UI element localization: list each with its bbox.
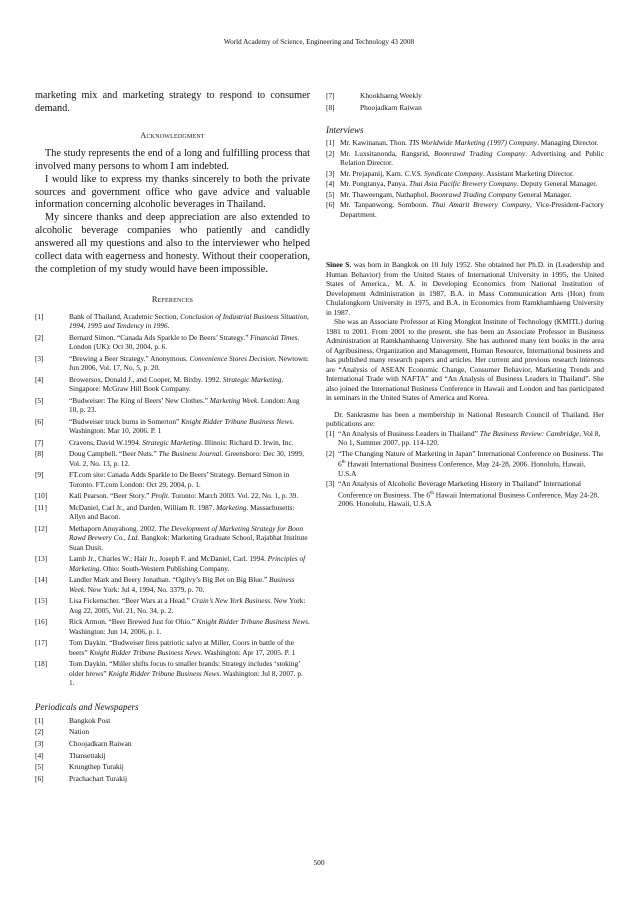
author-bio-paragraph-2: She was an Associate Professor at King Mongkut Institute of Technology (KMITL) during 1981 to 2001. From 2001 to the present, she has been an Associate Professor in Business Administration at Ramkhamhaeng University. She has authored many text books in the area of Agribusiness, Organization and Management, Human Resource, International business and has published many research papers and articles. Her current and previous research interests are “Analysis of ASEAN Economic Change, Consumer Behavior, Marketing Trends and International Trade with NAFTA” and “An Analysis of Business Leaders in Thailand”. She also joined the International Business Conference in Hawaii and London and has participated in seminars in the United States of America and Korea.: [326, 317, 604, 403]
reference-item: [35, 617, 310, 636]
reference-text: [69, 375, 310, 394]
periodical-item: [35, 750, 310, 762]
interview-item: [326, 179, 604, 189]
reference-text: [69, 417, 310, 436]
reference-source: The Development of Marketing Strategy for Boon Rawd Brewery Co., Ltd: [69, 523, 304, 543]
reference-authors: Bank of Thailand, Academic Section,: [69, 311, 181, 321]
interviews-heading: Interviews: [326, 125, 364, 136]
reference-item: [35, 312, 310, 331]
interviewee: Mr. Kawinanan, Thon.: [340, 138, 409, 148]
periodical-name: Krungthep Turakij: [69, 762, 124, 772]
interviews-list: [326, 138, 604, 219]
author-bio-paragraph-1: [326, 260, 604, 317]
reference-item: [35, 491, 310, 501]
pub2-text-b: Hawaii International Business Conference, May 24-28, 2006. Honolulu, Hawaii, U.S.A: [338, 459, 586, 478]
reference-text: [69, 554, 310, 573]
reference-authors: McDaniel, Carl Jr., and Darden, William R. 1987.: [69, 502, 217, 512]
reference-number: [11]: [35, 502, 47, 512]
interview-number: [3]: [326, 168, 335, 178]
ack-paragraph-3: My sincere thanks and deep appreciation are also extended to alcoholic beverage companies who patiently and candidly answered all my questions and also to the interviewer who helped collect data with eagerness and honesty. Without their cooperation, the completion of my study would have been impossible.: [35, 212, 310, 275]
reference-source: Financial Times: [250, 332, 298, 342]
reference-source: Principles of Marketing: [69, 554, 306, 573]
reference-item: [35, 333, 310, 352]
reference-text: [69, 333, 310, 352]
reference-source: Marketing Week: [209, 395, 258, 405]
reference-text: [69, 575, 310, 594]
reference-item: [35, 417, 310, 436]
periodical-number: [4]: [35, 750, 44, 760]
interview-company: Boonrawd Trading Company: [430, 189, 517, 199]
interview-role: . Advertising and Public Relation Director.: [340, 148, 604, 168]
interview-role: , Vice-President-Factory Department.: [340, 200, 604, 219]
reference-number: [14]: [35, 575, 48, 585]
reference-item: [35, 354, 310, 373]
reference-details: . New York: Aug 22, 2005, Vol. 21, No. 34, p. 2.: [69, 596, 306, 615]
reference-number: [15]: [35, 596, 48, 606]
reference-number: [5]: [35, 395, 44, 405]
reference-details: . Ohio: South-Western Publishing Company.: [99, 563, 230, 573]
periodical-number: [2]: [35, 727, 44, 737]
interview-company: TIS Worldwide Marketing (1997) Company: [408, 138, 538, 148]
periodical-name: Choojadkarn Raiwan: [69, 739, 132, 749]
reference-number: [18]: [35, 659, 48, 669]
interview-role: General Manager.: [516, 189, 572, 199]
reference-text: [69, 438, 310, 448]
reference-item: [35, 596, 310, 615]
periodical-number: [1]: [35, 715, 44, 725]
reference-authors: Rick Armon. “Beer Brewed Just for Ohio.”: [69, 617, 197, 627]
reference-item: [35, 503, 310, 522]
reference-text: [69, 470, 310, 489]
reference-authors: Tom Daykin. “Budweiser fires patriotic salvo at Miller, Coors in battle of the beers”: [69, 638, 294, 657]
reference-source: Knight Ridder Tribune Business News: [108, 668, 220, 678]
ack-paragraph-2: I would like to express my thanks sincerely to both the private sources and government office who gave advice and valuable information concerning alcoholic beverages in Thailand.: [35, 173, 310, 211]
reference-text: [69, 638, 310, 657]
periodicals-list-continued: [326, 90, 604, 113]
reference-text: [69, 503, 310, 522]
reference-number: [6]: [35, 416, 44, 426]
periodical-item: [35, 773, 310, 785]
periodical-name: Nation: [69, 727, 90, 737]
periodical-name: Bangkok Post: [69, 715, 111, 725]
periodical-name: Thansettakij: [69, 750, 106, 760]
reference-details: . Singapore: McGraw Hill Book Company.: [69, 374, 284, 394]
reference-details: . Washington: Mar 10, 2006. P. 1: [69, 416, 294, 436]
periodical-item: [326, 102, 604, 114]
periodical-item: [35, 715, 310, 727]
reference-number: [10]: [35, 491, 48, 501]
reference-text: [69, 659, 310, 688]
reference-authors: Doug Campbell. “Beer Nuts.”: [69, 449, 159, 459]
right-column: [326, 90, 604, 510]
interview-number: [1]: [326, 138, 335, 148]
reference-source: Strategic Marketing: [222, 374, 282, 384]
reference-details: . Greensboro: Dec 30, 1999, Vol. 2, No. 13, p. 12.: [69, 449, 304, 468]
reference-number: [13]: [35, 554, 48, 564]
reference-text: [69, 491, 310, 501]
pub3-superscript: th: [430, 490, 434, 496]
periodical-name: Khookhaeng Weekly: [360, 91, 422, 100]
reference-source: Crain’s New York Business: [191, 596, 271, 606]
reference-authors: Landler Mark and Beery Jonathan. “Ogilvy’s Big Bet on Big Blue.”: [69, 575, 270, 585]
running-header: World Academy of Science, Engineering and Technology 43 2008: [223, 38, 415, 46]
periodical-number: [5]: [35, 762, 44, 772]
reference-authors: Browersox, Donald J., and Cooper, M. Bixby. 1992.: [69, 374, 223, 384]
reference-authors: Cravens, David W.1994.: [69, 437, 143, 447]
interview-company: Thai Amarit Brewery Company: [431, 200, 531, 210]
reference-source: Strategic Marketing: [142, 437, 201, 447]
reference-item: [35, 449, 310, 468]
interview-company: Boonrawd Trading Company: [434, 148, 526, 158]
reference-number: [17]: [35, 638, 48, 648]
reference-authors: Lamb Jr., Charles W.; Hair Jr., Joseph F. and McDaniel, Carl. 1994.: [69, 554, 268, 564]
publication-number: [3]: [326, 479, 335, 489]
bio-text-1: was born in Bangkok on 10 July 1952. She obtained her Ph.D. in (Leadership and Human Behavior) from the United States of International University in 1995, the United States of America., M. A. in Developing Economics from National Institution of Development Administration in 1987, B.A. in Mass Communication Arts (Hon) from Chulalongkorn University in 1975, and B.A. in Economics from Ramkhamhaeng University in 1987.: [326, 260, 604, 317]
interview-role: . Managing Director.: [537, 138, 599, 148]
reference-source: Knight Ridder Tribune Business News: [89, 647, 201, 657]
left-column: [35, 90, 310, 784]
interviewee: Mr. Pongtanya, Panya.: [340, 179, 409, 189]
periodical-item: [326, 90, 604, 102]
reference-item: [35, 524, 310, 553]
reference-source: Knight Ridder Tribune Business News: [181, 416, 293, 426]
reference-text: [69, 524, 310, 553]
periodicals-heading: Periodicals and Newspapers: [35, 701, 139, 712]
reference-details: . Washington: Jul 8, 2007. p. 1.: [69, 668, 303, 688]
reference-authors: Bernard Simon. “Canada Ads Sparkle to De Beers’ Strategy.”: [69, 332, 251, 342]
reference-details: . New York: Jul 4, 1994, No. 3379, p. 70.: [84, 584, 205, 594]
reference-text: [69, 312, 310, 331]
pub3-text-a: “An Analysis of Alcoholic Beverage Marketing History in Thailand” International Conference on Business. The 6: [338, 479, 582, 500]
publication-item: [326, 449, 604, 479]
pub2-superscript: th: [341, 459, 346, 465]
publication-item: [326, 479, 604, 509]
reference-number: [1]: [35, 311, 44, 321]
reference-number: [7]: [35, 437, 44, 447]
interview-item: [326, 138, 604, 148]
pub1-journal: The Business Review: Cambridge: [479, 428, 580, 438]
pub2-text-a: “The Changing Nature of Marketing in Japan” International Conference on Business. The 6: [338, 448, 604, 469]
author-bio-paragraph-3: Dr. Sankrasme has been a membership in National Research Council of Thailand. Her publications are:: [326, 409, 604, 429]
interview-number: [6]: [326, 200, 335, 210]
pub1-details: , Vol 8, No 1, Summer 2007, pp. 114-120.: [338, 428, 601, 448]
reference-authors: Kali Pearson. “Beer Story.”: [69, 491, 152, 501]
reference-text: [69, 596, 310, 615]
acknowledgment-heading: Acknowledgment: [140, 130, 205, 140]
page-number: 500: [313, 858, 325, 867]
interview-text: [340, 138, 604, 148]
author-name: Sinee S.: [326, 260, 352, 270]
periodical-number: [6]: [35, 773, 44, 783]
publication-number: [1]: [326, 428, 335, 438]
interview-role: . Deputy General Manager.: [516, 179, 598, 189]
reference-authors: FT.com site: Canada Adds Sparkle to De Beers’ Strategy. Bernard Simon in Toronto. FT.com London: Oct 29, 2004, p. 1.: [69, 470, 290, 489]
reference-authors: Methaporn Anuyahong. 2002.: [69, 523, 159, 533]
periodical-number: [7]: [326, 91, 335, 100]
reference-source: Business Week: [69, 575, 295, 594]
interview-number: [5]: [326, 189, 335, 199]
reference-details: .: [167, 321, 170, 331]
reference-source: The Business Journal: [158, 449, 222, 459]
reference-item: [35, 638, 310, 657]
reference-authors: “Budweiser: The King of Beers’ New Clothes.”: [69, 395, 210, 405]
reference-item: [35, 659, 310, 688]
reference-text: [69, 617, 310, 636]
reference-text: [69, 396, 310, 415]
reference-number: [2]: [35, 332, 44, 342]
periodical-number: [8]: [326, 102, 335, 112]
reference-number: [3]: [35, 353, 44, 363]
periodical-item: [35, 738, 310, 750]
interviewee: Mr. Thaweengam, Nathaphol.: [340, 189, 431, 199]
reference-number: [8]: [35, 449, 44, 459]
reference-details: . Massachusetts: Allyn and Bacon.: [69, 502, 295, 522]
interview-item: [326, 149, 604, 168]
reference-text: [69, 354, 310, 373]
interviewee: Mr. Prejapanij, Karn.: [340, 168, 405, 178]
reference-details: . Newtown: Jun 2006, Vol. 17, No. 5, p. 20.: [69, 353, 309, 373]
ack-paragraph-1: The study represents the end of a long and fulfilling process that involved many persons to whom I am indebted.: [35, 147, 310, 172]
reference-item: [35, 396, 310, 415]
reference-item: [35, 375, 310, 394]
reference-item: [35, 470, 310, 489]
reference-details: . London: Aug 10, p. 23.: [69, 395, 300, 415]
references-heading: References: [151, 294, 194, 304]
reference-details: . Bangkok: Marketing Graduate School, Rajabhat Institute Suan Dusit.: [69, 533, 308, 552]
interview-text: [340, 200, 604, 219]
periodical-name: Prachachart Turakij: [69, 773, 128, 783]
reference-details: . Washington: Jun 14, 2006, p. 1.: [69, 617, 310, 636]
interview-number: [2]: [326, 148, 335, 158]
reference-item: [35, 438, 310, 448]
reference-number: [12]: [35, 523, 48, 533]
reference-source: Conclusion of Industrial Business Situation, 1994, 1995 and Tendency in 1996: [69, 311, 309, 331]
reference-source: Convenience Stores Decision: [189, 353, 275, 363]
publication-number: [2]: [326, 448, 335, 458]
reference-item: [35, 575, 310, 594]
reference-number: [16]: [35, 617, 48, 627]
interview-number: [4]: [326, 179, 335, 189]
reference-text: [69, 449, 310, 468]
publication-item: [326, 429, 604, 448]
reference-item: [35, 554, 310, 573]
reference-number: [9]: [35, 470, 44, 480]
interview-text: [340, 190, 604, 200]
interview-text: [340, 169, 604, 179]
reference-authors: Tom Daykin. “Miller shifts focus to smaller brands: Strategy includes ‘stoking’ older brews”: [69, 659, 300, 678]
reference-details: . Washington: Apr 17, 2005. P. 1: [200, 647, 296, 657]
interviewee: Mr. Tanpanwong, Somboon.: [340, 200, 432, 210]
interview-text: [340, 179, 604, 189]
reference-source: Profit: [151, 491, 168, 501]
periodical-name: Phoojadkarn Raiwan: [360, 102, 422, 112]
spacer: [326, 220, 604, 260]
reference-authors: “Budweiser truck burns in Somerton”: [69, 416, 182, 426]
pub1-title: “An Analysis of Business Leaders in Thailand”: [338, 428, 480, 438]
reference-authors: Lisa Fickenscher. “Beer Wars at a Head.”: [69, 596, 192, 606]
reference-details: . London (UK): Oct 30, 2004, p. 6.: [69, 332, 300, 352]
pub3-text-b: Hawaii International Business Conference, May 24-28, 2006. Honolulu, Hawaii, U.S.A: [338, 490, 599, 509]
periodical-number: [3]: [35, 739, 44, 749]
interview-company: Thai Asia Pacific Brewery Company: [408, 179, 517, 189]
periodicals-list: [35, 715, 310, 785]
reference-authors: “Brewing a Beer Strategy.” Anonymous.: [69, 353, 190, 363]
interview-role: . Assistant Marketing Director.: [482, 168, 574, 178]
interview-text: [340, 149, 604, 168]
reference-source: Knight Ridder Tribune Business News: [196, 617, 308, 627]
reference-list: [35, 312, 310, 688]
interview-item: [326, 169, 604, 179]
interviewee: Mr. Luxsitanonda, Rangsrid,: [340, 148, 435, 158]
periodical-item: [35, 761, 310, 773]
reference-source: Marketing: [216, 502, 247, 512]
reference-number: [4]: [35, 374, 44, 384]
intro-paragraph: marketing mix and marketing strategy to respond to consumer demand.: [35, 90, 310, 114]
reference-details: . Illinois: Richard D. Irwin, Inc.: [200, 437, 294, 447]
interview-company: C.V.S. Syndicate Company: [404, 168, 483, 178]
interview-item: [326, 190, 604, 200]
reference-details: . Toronto: March 2003. Vol. 22, No. 1, p. 39.: [167, 491, 299, 501]
periodical-item: [35, 726, 310, 738]
interview-item: [326, 200, 604, 219]
